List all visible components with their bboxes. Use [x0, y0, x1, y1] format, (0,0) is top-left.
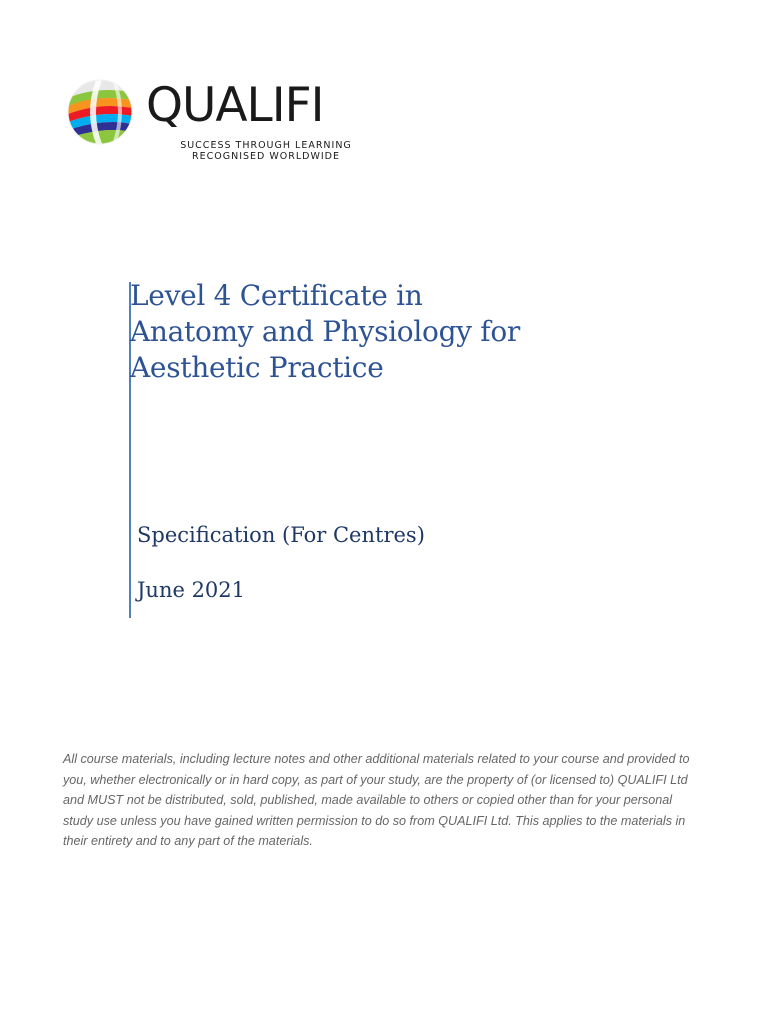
logo-tagline-line1: SUCCESS THROUGH LEARNING	[180, 140, 352, 151]
document-date: June 2021	[137, 578, 246, 602]
logo-wordmark: QUALIFI	[146, 78, 324, 133]
title-line-1: Level 4 Certificate in	[130, 279, 423, 312]
copyright-notice: All course materials, including lecture notes and other additional materials related to your course and provided to you, whether electronically or in hard copy, as part of your study, are the property of (or licensed to) QUALIFI Ltd and MUST not be distributed, sold, published, made available to others or copied other than for your personal study use unless you have gained written permission to do so from QUALIFI Ltd. This applies to the materials in their entirety and to any part of the materials.	[63, 752, 690, 849]
document-title	[130, 278, 520, 386]
title-line-3: Aesthetic Practice	[130, 351, 384, 384]
qualifi-logo	[66, 76, 386, 166]
title-line-2: Anatomy and Physiology for	[130, 315, 521, 348]
logo-tagline-line2: RECOGNISED WORLDWIDE	[192, 151, 340, 162]
globe-logo-icon	[66, 78, 134, 146]
logo-tagline	[158, 140, 374, 162]
document-subtitle: Specification (For Centres)	[137, 523, 425, 547]
